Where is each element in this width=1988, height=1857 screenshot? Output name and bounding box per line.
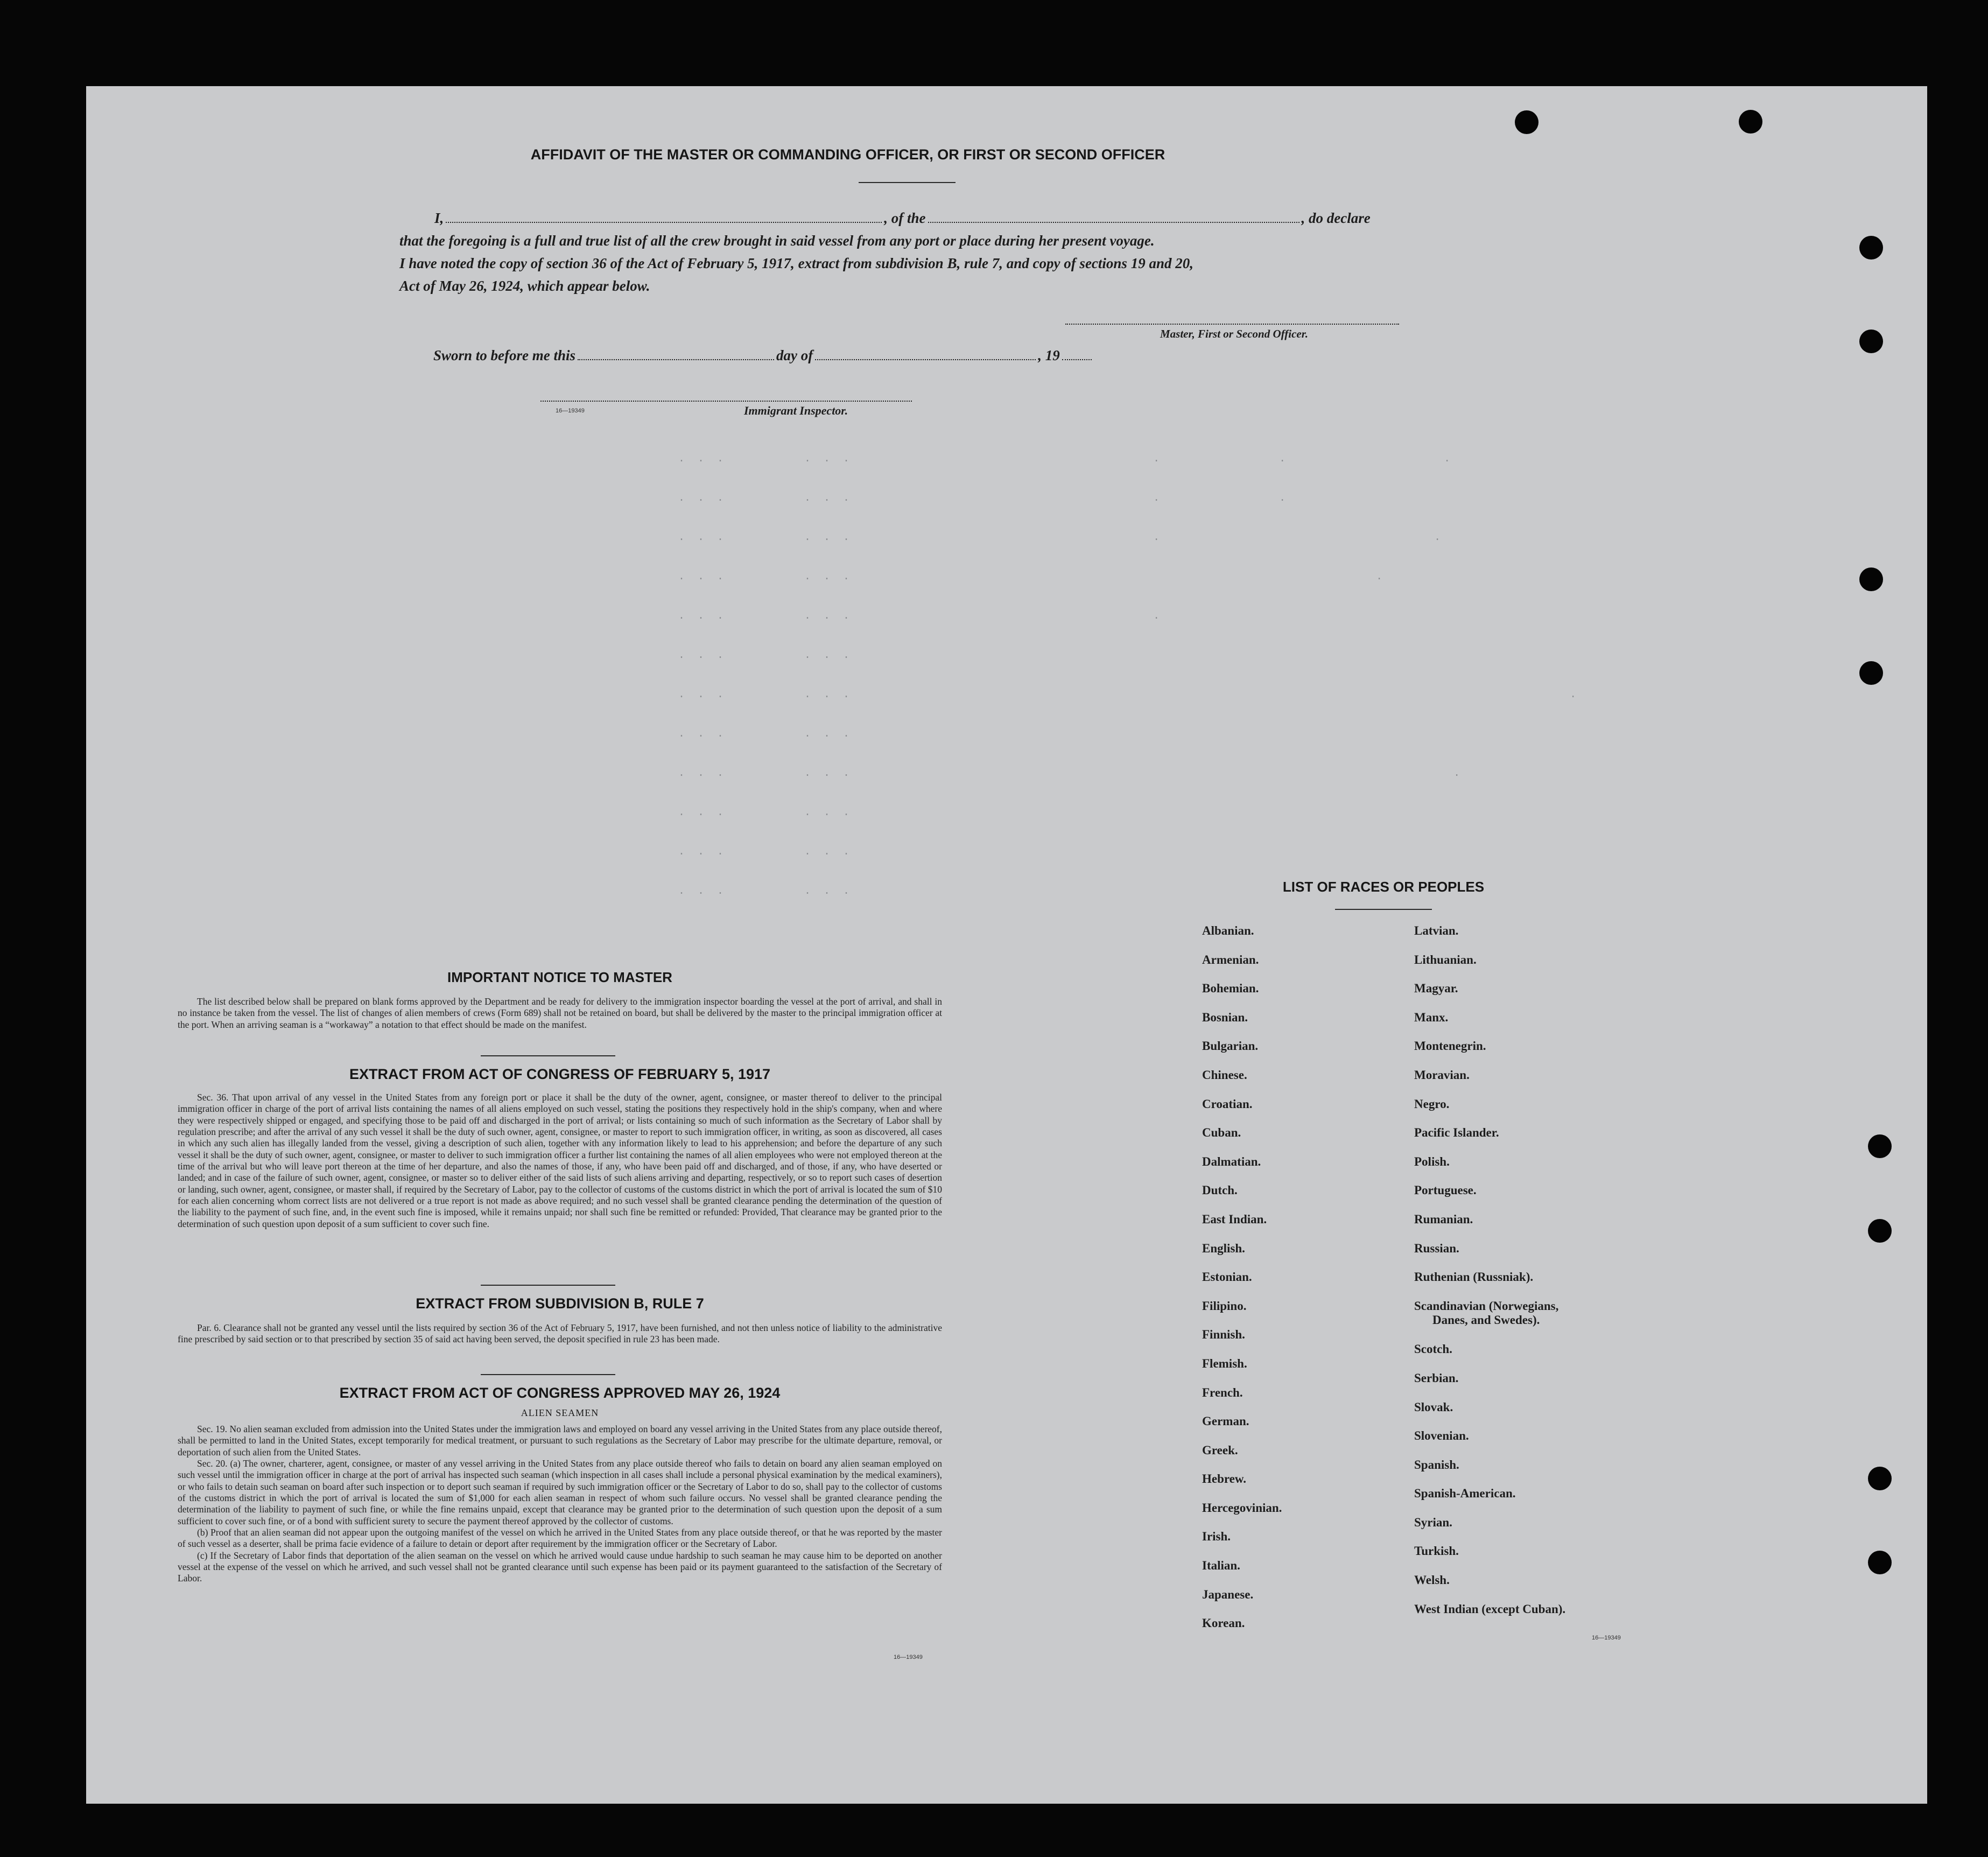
race-item-scandinavian: Scandinavian (Norwegians,: [1414, 1299, 1559, 1313]
punch-hole: [1868, 1467, 1892, 1490]
race-item: Armenian.: [1202, 952, 1259, 966]
race-item: Korean.: [1202, 1616, 1245, 1630]
master-signature-label: Master, First or Second Officer.: [1160, 327, 1308, 340]
notice-text-block: [178, 996, 942, 1031]
extract-1917-block: [178, 1092, 942, 1230]
race-item: Estonian.: [1202, 1270, 1252, 1284]
affidavit-line-1: [434, 210, 1371, 227]
races-column-2: [1414, 924, 1565, 1631]
declare-label: , do declare: [1301, 210, 1371, 226]
punch-hole: [1868, 1551, 1892, 1574]
master-signature-field[interactable]: [1065, 323, 1399, 325]
form-number-bottom-left: 16—19349: [894, 1654, 923, 1660]
punch-hole: [1859, 236, 1883, 260]
race-item: Manx.: [1414, 1010, 1449, 1024]
inspector-label: Immigrant Inspector.: [744, 404, 848, 417]
race-item: Spanish.: [1414, 1457, 1459, 1471]
punch-hole: [1868, 1219, 1892, 1243]
sworn-month-field[interactable]: [815, 359, 1036, 360]
race-item-scandinavian-cont: Danes, and Swedes).: [1432, 1313, 1540, 1327]
sworn-day-label: day of: [776, 347, 813, 363]
race-item: Slovak.: [1414, 1400, 1453, 1414]
punch-hole: [1859, 330, 1883, 353]
race-item: Negro.: [1414, 1097, 1450, 1111]
race-item: Greek.: [1202, 1443, 1238, 1457]
race-item: Finnish.: [1202, 1328, 1245, 1342]
race-item: Bohemian.: [1202, 982, 1259, 996]
section-20b-text: (b) Proof that an alien seaman did not appear upon the outgoing manifest of the vessel on which he arrived in the United States from any place outside thereof, or that he was reported by the master of such vessel as a deserter, shall be prima facie evidence of a failure to detain or deport after requirement by the immigration officer or the Secretary of Labor.: [178, 1527, 942, 1550]
race-item: Lithuanian.: [1414, 952, 1477, 966]
sworn-date-field[interactable]: [578, 359, 774, 360]
race-item: Turkish.: [1414, 1544, 1459, 1558]
of-the-label: , of the: [884, 210, 926, 226]
race-item: Spanish-American.: [1414, 1487, 1516, 1501]
races-column-1: [1202, 924, 1282, 1645]
alien-seamen-subheading: ALIEN SEAMEN: [521, 1407, 599, 1418]
race-item: [1414, 1299, 1565, 1343]
race-item: Serbian.: [1414, 1371, 1459, 1385]
punch-hole: [1515, 110, 1539, 134]
sworn-year-label: , 19: [1038, 347, 1060, 363]
sworn-line: [433, 347, 1094, 364]
race-item: Magyar.: [1414, 982, 1458, 996]
punch-hole: [1868, 1134, 1892, 1158]
race-item: Croatian.: [1202, 1097, 1253, 1111]
race-item: French.: [1202, 1385, 1243, 1399]
affidavit-heading-rule: [859, 182, 956, 183]
notice-heading: IMPORTANT NOTICE TO MASTER: [447, 969, 672, 985]
race-item: Bulgarian.: [1202, 1039, 1259, 1053]
rule-7-block: [178, 1322, 942, 1346]
section-20c-text: (c) If the Secretary of Labor finds that deportation of the alien seaman on the vessel on which he arrived would cause undue hardship to such seaman he may cause him to be deported on another vessel at the expense of the vessel on which he arrived, and such vessel shall not be granted clearance until such expense has been paid or its payment guaranteed to the satisfaction of the Secretary of Labor.: [178, 1550, 942, 1584]
race-item: Dalmatian.: [1202, 1154, 1261, 1168]
notice-text: The list described below shall be prepared on blank forms approved by the Department and be ready for delivery to the immigration inspector boarding the vessel at the port of arrival, and shall in no instance be taken from the vessel. The list of changes of alien members of crews (Form 689) shall not be retained on board, but shall be delivered by the master to the principal immigration officer at the port. When an arriving seaman is a “workaway” a notation to that effect should be made on the manifest.: [178, 996, 942, 1030]
races-heading: LIST OF RACES OR PEOPLES: [1282, 879, 1485, 895]
form-number-top: 16—19349: [556, 408, 585, 414]
race-item: Moravian.: [1414, 1068, 1470, 1082]
declarant-name-field[interactable]: [446, 221, 882, 223]
section-20a-text: Sec. 20. (a) The owner, charterer, agent, consignee, or master of any vessel arriving in the United States from any place outside thereof who fails to detain on board any alien seaman employed on such vessel until the immigration officer in charge at the port of arrival has inspected such seaman (which inspection in all cases shall include a personal physical examination by the medical examiners), or who fails to detain such seaman on board after such inspection or to deport such seaman if required by such immigration officer or the Secretary of Labor to do so, shall pay to the collector of customs of the customs district in which the port of arrival is located the sum of $1,000 for each alien seaman in respect of whom such failure occurs. No vessel shall be granted clearance pending the determination of the liability to payment of such fine, or while the fine remains unpaid, except that clearance may be granted prior to the determination of such question upon the deposit of a sum sufficient to cover such fine, or of a bond with sufficient surety to secure the payment thereof approved by the collector of customs.: [178, 1458, 942, 1526]
extract-1924-heading: EXTRACT FROM ACT OF CONGRESS APPROVED MAY 26, 1924: [339, 1385, 781, 1401]
race-item: Welsh.: [1414, 1573, 1450, 1587]
race-item: Montenegrin.: [1414, 1039, 1486, 1053]
race-item: Albanian.: [1202, 924, 1254, 937]
punch-hole: [1739, 110, 1762, 134]
race-item: Rumanian.: [1414, 1212, 1473, 1226]
race-item: Pacific Islander.: [1414, 1126, 1499, 1140]
race-item: Japanese.: [1202, 1587, 1254, 1601]
affidavit-statement-line-3: I have noted the copy of section 36 of the Act of February 5, 1917, extract from subdivision B, rule 7, and copy of sections 19 and 20,: [399, 255, 1193, 271]
punch-hole: [1859, 567, 1883, 591]
race-item: Syrian.: [1414, 1515, 1452, 1529]
rule-7-heading: EXTRACT FROM SUBDIVISION B, RULE 7: [416, 1295, 704, 1312]
inspector-signature-field[interactable]: [540, 400, 912, 402]
extract-1917-heading: EXTRACT FROM ACT OF CONGRESS OF FEBRUARY 5, 1917: [349, 1066, 771, 1082]
race-item: Hebrew.: [1202, 1472, 1246, 1486]
race-item: Irish.: [1202, 1530, 1231, 1544]
race-item: Hercegovinian.: [1202, 1501, 1282, 1515]
race-item: Bosnian.: [1202, 1010, 1248, 1024]
vessel-name-field[interactable]: [928, 221, 1299, 223]
race-item: Flemish.: [1202, 1356, 1247, 1370]
sworn-prefix: Sworn to before me this: [433, 347, 576, 363]
extract-1917-text: Sec. 36. That upon arrival of any vessel in the United States from any foreign port or place it shall be the duty of the owner, agent, consignee, or master thereof to deliver to the principal immigration officer in charge of the port of arrival lists containing the names of all aliens employed on such vessel, stating the positions they respectively hold in the ship's company, when and where they were respectively shipped or engaged, and specifying those to be paid off and discharged in the port of arrival; or lists containing so much of such information as the Secretary of Labor shall by regulation prescribe; and after the arrival of any such vessel it shall be the duty of such owner, agent, consignee, or master to report to such immigration officer, in writing, as soon as discovered, all cases in which any such alien has illegally landed from the vessel, giving a description of such alien, together with any information likely to lead to his apprehension; and before the departure of any such vessel it shall be the duty of such owner, agent, consignee, or master to deliver to such immigration officer a further list containing the names of all alien employees who were not employed thereon at the time of the arrival but who will leave port thereon at the time of her departure, and also the names of those, if any, who have been paid off and discharged, and of those, if any, who have deserted or landed; and in case of the failure of such owner, agent, consignee, or master so to deliver either of the said lists of such aliens arriving and departing, respectively, or so to report such cases of desertion or landing, such owner, agent, consignee, or master shall, if required by the Secretary of Labor, pay to the collector of customs of the customs district in which the port of arrival is located the sum of $10 for each alien concerning whom correct lists are not delivered or a true report is not made as above required; and no such vessel shall be granted clearance pending the determination of the question of the liability to the payment of such fine, and, in the event such fine is imposed, while it remains unpaid; nor shall such fine be remitted or refunded: Provided, That clearance may be granted prior to the determination of such question upon deposit of a sum sufficient to cover such fine.: [178, 1092, 942, 1229]
rule-7-text: Par. 6. Clearance shall not be granted any vessel until the lists required by section 36 of the Act of February 5, 1917, have been furnished, and not then unless notice of liability to the administrative fine prescribed by said section or to that prescribed by section 35 of said act having been served, the deposit specified in rule 23 has been made.: [178, 1322, 942, 1345]
race-item: Cuban.: [1202, 1126, 1241, 1140]
bleed-through-marks: · · · · · · · · · · · · · · · · · · · · · · · · · · · · · · · · · · · · · · · · · · · · · · · · · · · · · · · · · · · · · · · · · · · · · · · · · · · · · · · · · · ·: [678, 455, 1580, 900]
sworn-year-field[interactable]: [1062, 359, 1092, 360]
race-item: Slovenian.: [1414, 1429, 1469, 1443]
race-item: West Indian (except Cuban).: [1414, 1602, 1566, 1616]
punch-hole: [1859, 661, 1883, 685]
race-item: Filipino.: [1202, 1299, 1247, 1313]
race-item: Ruthenian (Russniak).: [1414, 1270, 1534, 1284]
race-item: East Indian.: [1202, 1212, 1267, 1226]
document-page: [86, 86, 1927, 1804]
race-item: Chinese.: [1202, 1068, 1247, 1082]
form-number-races: 16—19349: [1592, 1635, 1621, 1641]
affidavit-statement-line-4: Act of May 26, 1924, which appear below.: [399, 278, 650, 294]
race-item: Portuguese.: [1414, 1183, 1477, 1197]
section-19-text: Sec. 19. No alien seaman excluded from admission into the United States under the immigration laws and employed on board any vessel arriving in the United States from any place outside thereof, shall be permitted to land in the United States, except temporarily for medical treatment, or pursuant to such regulations as the Secretary of Labor may prescribe for the ultimate departure, removal, or deportation of such alien from the United States.: [178, 1424, 942, 1457]
race-item: Italian.: [1202, 1559, 1240, 1573]
extract-1917-divider: [481, 1285, 615, 1286]
race-item: German.: [1202, 1414, 1249, 1428]
race-item: Polish.: [1414, 1154, 1450, 1168]
rule-7-divider: [481, 1374, 615, 1375]
race-item: Latvian.: [1414, 924, 1459, 937]
races-heading-rule: [1335, 909, 1432, 910]
race-item: English.: [1202, 1241, 1245, 1255]
extract-1924-block: [178, 1424, 942, 1585]
race-item: Scotch.: [1414, 1342, 1452, 1356]
race-item: Russian.: [1414, 1241, 1459, 1255]
declarant-prefix: I,: [434, 210, 444, 226]
affidavit-heading: AFFIDAVIT OF THE MASTER OR COMMANDING OFFICER, OR FIRST OR SECOND OFFICER: [530, 146, 1165, 163]
affidavit-statement-line-2: that the foregoing is a full and true list of all the crew brought in said vessel from any port or place during her present voyage.: [399, 233, 1155, 249]
notice-divider: [481, 1055, 615, 1056]
race-item: Dutch.: [1202, 1183, 1238, 1197]
